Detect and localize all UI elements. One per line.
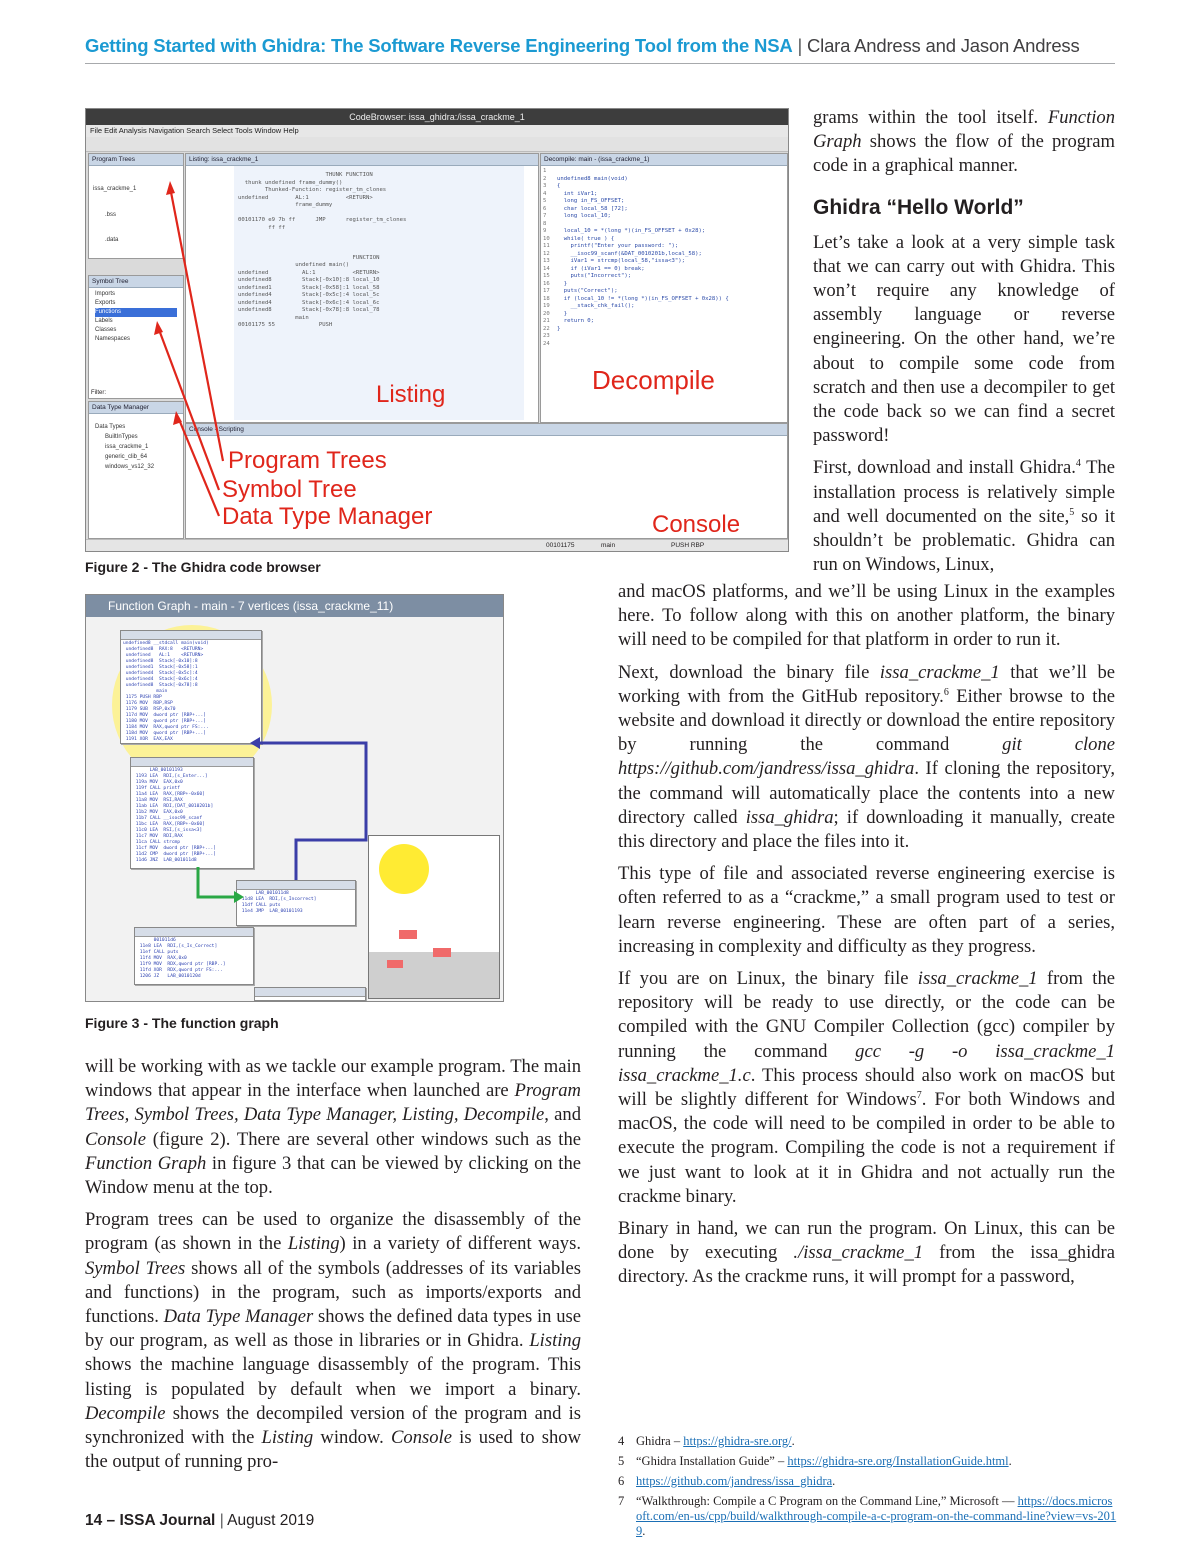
datatype-item: Data Types — [95, 424, 126, 430]
right-column-top-text — [813, 106, 1115, 577]
label-decompile: Decompile — [592, 365, 715, 395]
paragraph: First, download and install Ghidra.$^4$ The installation process is relatively simple and well documented on the site,$^5$ so it shouldn’t be problematic. Ghidra can run on Windows, Linux, — [813, 457, 1115, 576]
label-symbol-tree: Symbol Tree — [222, 476, 357, 503]
symbol-item: Functions — [95, 308, 177, 317]
footer-date: August 2019 — [227, 1512, 315, 1529]
footnote-ref: 4 — [1075, 458, 1081, 470]
footnote-ref: 6 — [943, 686, 949, 698]
footer-page: 14 – ISSA Journal — [85, 1512, 216, 1529]
paragraph: This type of file and associated reverse engineering exercise is often referred to as a “crackme,” a small program used to test or learn reverse engineering. These are often part of a series, increasing in complexity and difficulty as they progress. — [618, 863, 1115, 957]
listing-header: Listing: issa_crackme_1 — [186, 154, 538, 166]
header-title: Getting Started with Ghidra: The Software Reverse Engineering Tool from the NSA — [85, 35, 793, 56]
footnote-5: 5 “Ghidra Installation Guide” – https://ghidra-sre.org/InstallationGuide.html. — [618, 1454, 1012, 1468]
data-type-manager-header: Data Type Manager — [89, 402, 183, 414]
footnote-link[interactable]: https://ghidra-sre.org/ — [683, 1434, 792, 1448]
paragraph: and macOS platforms, and we’ll be using Linux in the examples here. To follow along with this on another platform, the binary will need to be compiled for that platform in order to run it. — [618, 581, 1115, 651]
codebrowser-title-bar: CodeBrowser: issa_ghidra:/issa_crackme_1 — [86, 109, 788, 125]
header-authors: Clara Andress and Jason Andress — [807, 35, 1080, 56]
graph-node-correct: 001011d6 11e8 LEA RDI,[s_Is_Correct] 11ef CALL puts 11f4 MOV RAX,0x0 11f9 MOV RDX,qword ptr [RBP..] 11fd XOR RDX,qword ptr FS:... 1206 JZ LAB_0010120d — [134, 927, 254, 985]
program-trees-header: Program Trees — [89, 154, 183, 166]
footnote-link[interactable]: https://ghidra-sre.org/InstallationGuide.html — [787, 1454, 1009, 1468]
label-listing: Listing — [376, 381, 446, 408]
footnote-ref: 7 — [916, 1089, 922, 1101]
footnote-6: 6 https://github.com/jandress/issa_ghidra. — [618, 1474, 836, 1488]
tree-item: .bss — [105, 211, 117, 218]
status-instruction: PUSH RBP — [671, 542, 705, 549]
symbol-item: Namespaces — [95, 336, 131, 342]
tree-item: .data — [105, 237, 119, 243]
symbol-item: Exports — [95, 300, 116, 306]
right-column-text — [618, 580, 1115, 1298]
graph-node-incorrect: LAB_001011d8 11d8 LEA RDI,[s_Incorrect] 11df CALL puts 11e4 JMP LAB_00101193 — [236, 880, 356, 926]
filter-label: Filter: — [91, 390, 106, 396]
running-header — [85, 33, 1115, 64]
paragraph: grams within the tool itself. Function Graph shows the flow of the program code in a graphical manner. — [813, 107, 1115, 177]
datatype-item: generic_clib_64 — [105, 454, 148, 460]
label-data-type-manager: Data Type Manager — [222, 503, 433, 530]
footnote-4: 4 Ghidra – https://ghidra-sre.org/. — [618, 1434, 795, 1448]
footnote-ref: 5 — [1069, 506, 1075, 518]
graph-edges — [86, 595, 503, 1001]
footnote-link[interactable]: https://docs.microsoft.com/en-us/cpp/build/walkthrough-compile-a-c-program-on-the-command-line?view=vs-2019 — [636, 1494, 1117, 1538]
symbol-item: Labels — [95, 318, 113, 324]
decompile-pane: Decompile: main - (issa_crackme_1) 1 2 3 4 5 6 7 8 9 10 11 12 13 14 15 16 17 18 19 20 21 22 23 24 undefined8 main(void) { int iVar1; long in_FS_OFFSET; char local_58 [72]; long local_10; local_10 = *(long *)(in_FS_OFFSET + 0x28); while( true ) { printf("Enter your password: "); __isoc99_scanf(&DAT_0010201b,local_58); iVar1 = strcmp(local_58,"issa<3"); if (iVar1 == 0) break; puts("Incorrect"); } puts("Correct"); if (local_10 != *(long *)(in_FS_OFFSET + 0x28)) { __stack_chk_fail(); } return 0; } — [540, 153, 788, 423]
function-graph-title: Function Graph - main - 7 vertices (issa_crackme_11) — [86, 595, 503, 617]
paragraph: Let’s take a look at a very simple task that we can carry out with Ghidra. This won’t require any knowledge of assembly language or reverse engineering. On the other hand, we’re about to compile some code from scratch and then use a decompiler to get the code back so we can find a secret password! — [813, 231, 1115, 447]
paragraph: Binary in hand, we can run the program. On Linux, this can be done by executing ./issa_crackme_1 from the issa_ghidra directory. As the crackme runs, it will prompt for a password, — [618, 1218, 1115, 1288]
tree-item: issa_crackme_1 — [93, 186, 137, 192]
footnote-link[interactable]: https://github.com/jandress/issa_ghidra — [636, 1474, 833, 1488]
listing-pane: Listing: issa_crackme_1 THUNK FUNCTION thunk undefined frame_dummy() Thunked-Function: register_tm_clones undefined AL:1 <RETURN> frame_dummy 00101170 e9 7b ff JMP register_tm_clones ff ff FUNCTION undefined main() undefined AL:1 <RETURN> undefined8 Stack[-0x10]:8 local_10 undefined1 Stack[-0x58]:1 local_58 undefined4 Stack[-0x5c]:4 local_5c undefined4 Stack[-0x6c]:4 local_6c undefined8 Stack[-0x78]:8 local_78 main 00101175 55 PUSH — [185, 153, 539, 423]
symbol-item: Classes — [95, 327, 117, 333]
console-header: Console - Scripting — [186, 424, 787, 436]
figure-3-function-graph — [85, 594, 504, 1002]
graph-node-loop: LAB_00101193 1193 LEA RDI,[s_Enter...] 119a MOV EAX,0x0 119f CALL printf 11a4 LEA RAX,[RBP+-0x60] 11a8 MOV RSI,RAX 11ab LEA RDI,[DAT_0010201b] 11b2 MOV EAX,0x0 11b7 CALL __isoc99_scanf 11bc LEA RAX,[RBP+-0x60] 11c0 LEA RSI,[s_issa<3] 11c7 MOV RDI,RAX 11ca CALL strcmp 11cf MOV dword ptr [RBP+...] 11d2 CMP dword ptr [RBP+...] 11d6 JNZ LAB_001011d8 — [130, 757, 254, 869]
label-console: Console — [652, 511, 741, 538]
codebrowser-menu-bar: File Edit Analysis Navigation Search Select Tools Window Help — [86, 125, 788, 137]
footer-separator: | — [219, 1512, 224, 1529]
paragraph: will be working with as we tackle our example program. The main windows that appear in the interface when launched are Program Trees, Symbol Trees, Data Type Manager, Listing, Decompile, and Console (figure 2). There are several other windows such as the Function Graph in figure 3 that can be viewed by clicking on the Window menu at the top. — [85, 1056, 581, 1199]
left-column-text — [85, 1055, 581, 1482]
datatype-item: BuiltInTypes — [105, 434, 138, 440]
datatype-item: windows_vs12_32 — [105, 464, 155, 470]
datatype-item: issa_crackme_1 — [105, 444, 149, 450]
figure-2-code-browser — [85, 108, 789, 552]
header-separator: | — [797, 35, 803, 56]
status-address: 00101175 — [546, 542, 575, 549]
paragraph: If you are on Linux, the binary file issa_crackme_1 from the repository will be ready to use directly, or the code can be compiled with the GNU Compiler Collection (gcc) compiler by running the command gcc -g -o issa_crackme_1 issa_crackme_1.c. This process should also work on macOS but will be slightly different for Windows$^7$. For both Windows and macOS, the code will need to be compiled in order to be able to execute the program. Compiling the code is not a requirement if we just want to look at it in Ghidra and not actually run the crackme binary. — [618, 968, 1116, 1207]
figure-2-caption: Figure 2 - The Ghidra code browser — [85, 559, 321, 575]
symbol-item: Imports — [95, 291, 116, 297]
page-footer — [85, 1512, 314, 1530]
annotation-arrows — [86, 109, 788, 551]
footnote-7: 7 “Walkthrough: Compile a C Program on the Command Line,” Microsoft — https://docs.microsoft.com/en-us/cpp/build/walkthrough-compile-a-c-program-on-the-command-line?view=vs-2019. — [618, 1494, 1117, 1538]
figure-3-caption: Figure 3 - The function graph — [85, 1015, 279, 1031]
label-program-trees: Program Trees — [228, 447, 387, 474]
graph-node-main: undefined8 __stdcall main(void) undefined8 RAX:8 <RETURN> undefined AL:1 <RETURN> undefined8 Stack[-0x10]:8 undefined1 Stack[-0x58]:1 undefined4 Stack[-0x5c]:4 undefined4 Stack[-0x6c]:4 undefined8 Stack[-0x78]:8 main 1175 PUSH RBP 1176 MOV RBP,RSP 1179 SUB RSP,0x70 117d MOV dword ptr [RBP+...] 1180 MOV qword ptr [RBP+...] 1184 MOV RAX,qword ptr FS:... 118d MOV qword ptr [RBP+...] 1191 XOR EAX,EAX — [120, 630, 262, 744]
symbol-tree-header: Symbol Tree — [89, 276, 183, 288]
paragraph: Program trees can be used to organize the disassembly of the program (as shown in the Listing) in a variety of different ways. Symbol Trees shows all of the symbols (addresses of its variables and functions) in the program, such as imports/exports and functions. Data Type Manager shows the defined data types in use by our program, as well as those in libraries or in Ghidra. Listing shows the machine language disassembly of the program. This listing is populated by default when we import a binary. Decompile shows the decompiled version of the program and is synchronized with the Listing window. Console is used to show the output of running pro- — [85, 1209, 581, 1473]
status-function: main — [601, 542, 616, 549]
decompile-header: Decompile: main - (issa_crackme_1) — [541, 154, 787, 166]
paragraph: Next, download the binary file issa_crackme_1 that we’ll be working with from the GitHub repository.$^6$ Either browse to the website and download it directly or download the entire repository by running the command git clone https://github.com/jandress/issa_ghidra. If cloning the repository, the command will automatically place the contents into a new directory called issa_ghidra; if downloading it manually, create this directory and place the files into it. — [618, 661, 1115, 853]
section-heading: Ghidra “Hello World” — [813, 195, 1024, 219]
